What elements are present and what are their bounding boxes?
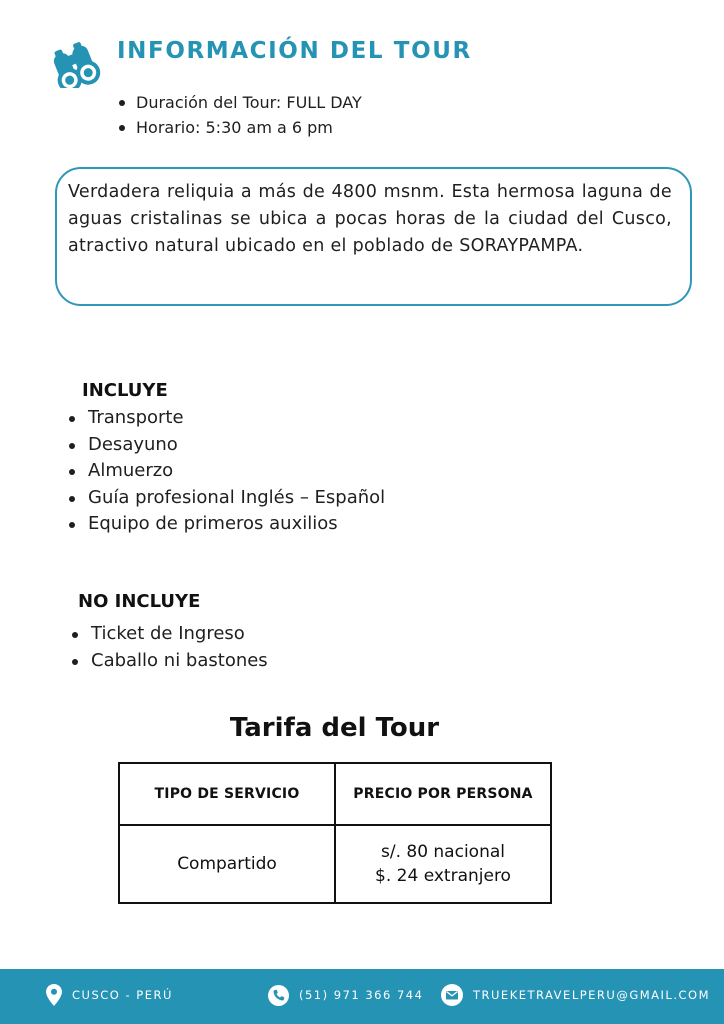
table-row (119, 825, 551, 903)
footer-bar (0, 969, 724, 1024)
tour-details-list (116, 90, 362, 140)
list-item: Ticket de Ingreso (71, 621, 268, 648)
price-header: PRECIO POR PERSONA (335, 763, 551, 825)
price-foreign: $. 24 extranjero (375, 866, 511, 886)
includes-list (68, 405, 385, 538)
footer-phone[interactable] (268, 983, 423, 1007)
tour-info-header (44, 36, 684, 90)
service-type-cell: Compartido (119, 825, 335, 903)
email-icon (441, 984, 463, 1006)
location-pin-icon (46, 984, 62, 1006)
excludes-heading: NO INCLUYE (78, 591, 201, 612)
tour-schedule: Horario: 5:30 am a 6 pm (116, 115, 362, 140)
description-box (55, 167, 692, 306)
list-item: Caballo ni bastones (71, 648, 268, 675)
list-item: Equipo de primeros auxilios (68, 511, 385, 538)
excludes-list (71, 621, 268, 674)
list-item: Guía profesional Inglés – Español (68, 485, 385, 512)
page-title: INFORMACIÓN DEL TOUR (117, 38, 472, 64)
price-national: s/. 80 nacional (380, 842, 505, 862)
phone-text: (51) 971 366 744 (299, 988, 424, 1002)
list-item: Desayuno (68, 432, 385, 459)
includes-heading: INCLUYE (82, 380, 168, 401)
list-item: Almuerzo (68, 458, 385, 485)
list-item: Transporte (68, 405, 385, 432)
location-text: CUSCO - PERÚ (72, 988, 173, 1002)
description-text: Verdadera reliquia a más de 4800 msnm. Esta hermosa laguna de aguas cristalinas se ubica a pocas horas de la ciudad del Cusco, atractivo natural ubicado en el poblado de SORAYPAMPA. (68, 182, 672, 256)
binoculars-icon (44, 40, 106, 88)
tour-duration: Duración del Tour: FULL DAY (116, 90, 362, 115)
email-text: TRUEKETRAVELPERU@GMAIL.COM (473, 988, 710, 1002)
tariff-title: Tarifa del Tour (229, 713, 440, 743)
table-header-row (119, 763, 551, 825)
price-cell (335, 825, 551, 903)
tariff-table (118, 762, 552, 904)
footer-location (46, 983, 173, 1007)
service-type-header: TIPO DE SERVICIO (119, 763, 335, 825)
footer-email[interactable] (441, 983, 710, 1007)
phone-icon (268, 985, 289, 1006)
